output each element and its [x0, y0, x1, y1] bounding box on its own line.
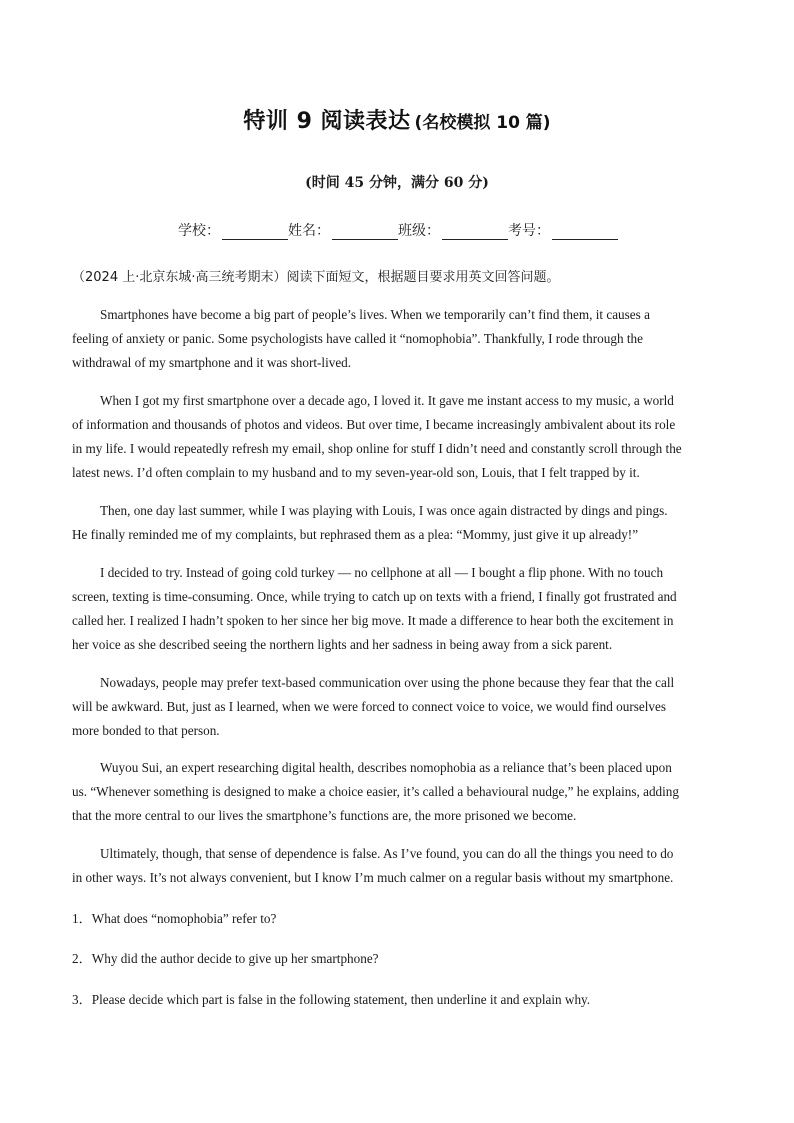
passage-paragraph-5: [72, 671, 722, 743]
exam-number-field: [508, 220, 618, 240]
name-label: 姓名：: [288, 223, 330, 239]
paragraph-line: more bonded to that person.: [72, 723, 220, 738]
passage-paragraph-3: [72, 499, 722, 547]
paragraph-line: withdrawal of my smartphone and it was short-lived.: [72, 355, 352, 370]
paragraph-line: Smartphones have become a big part of people’s lives. When we temporarily can’t find them, it causes a: [100, 307, 650, 322]
title-main: 特训 9 阅读表达: [243, 109, 411, 134]
paragraph-line: feeling of anxiety or panic. Some psychologists have called it “nomophobia”. Thankfully, I rode through the: [72, 331, 643, 346]
paragraph-line: in my life. I would repeatedly refresh my email, shop online for stuff I didn’t need and constantly scroll through the: [72, 441, 682, 456]
school-label: 学校：: [178, 223, 220, 239]
paragraph-line: screen, texting is time-consuming. Once, while trying to catch up on texts with a friend, I finally got frustrated and: [72, 589, 677, 604]
page-title: [0, 104, 794, 135]
class-label: 班级：: [398, 223, 440, 239]
exam-number-label: 考号：: [508, 223, 550, 239]
passage-paragraph-4: [72, 561, 722, 657]
paragraph-line: Then, one day last summer, while I was playing with Louis, I was once again distracted by dings and pings.: [100, 503, 668, 518]
paragraph-line: that the more central to our lives the smartphone’s functions are, the more prisoned we become.: [72, 808, 577, 823]
passage-paragraph-7: [72, 842, 722, 890]
paragraph-line: He finally reminded me of my complaints, but rephrased them as a plea: “Mommy, just give it up already!”: [72, 527, 639, 542]
paragraph-line: called her. I realized I hadn’t spoken to her since her big move. It made a difference to hear both the excitement in: [72, 613, 674, 628]
paragraph-line: Ultimately, though, that sense of dependence is false. As I’ve found, you can do all the things you need to do: [100, 846, 674, 861]
passage-paragraph-1: [72, 303, 722, 375]
paragraph-line: When I got my first smartphone over a decade ago, I loved it. It gave me instant access to my music, a world: [100, 393, 674, 408]
name-field: [288, 220, 398, 240]
passage-paragraph-6: [72, 756, 722, 828]
paragraph-line: Wuyou Sui, an expert researching digital health, describes nomophobia as a reliance that’s been placed upon: [100, 760, 672, 775]
exam-time-score: (时间 45 分钟，满分 60 分): [305, 175, 489, 191]
student-info-row: [178, 220, 618, 240]
paragraph-line: will be awkward. But, just as I learned, when we were forced to connect voice to voice, we would find ourselves: [72, 699, 666, 714]
exam-number-blank[interactable]: [552, 225, 618, 240]
class-field: [398, 220, 508, 240]
title-sub: (名校模拟 10 篇): [414, 113, 551, 133]
paragraph-line: in other ways. It’s not always convenient, but I know I’m much calmer on a regular basis without my smartphone.: [72, 870, 674, 885]
passage-paragraph-2: [72, 389, 722, 485]
source-instruction: （2024 上·北京东城·高三统考期末）阅读下面短文，根据题目要求用英文回答问题。: [72, 270, 560, 285]
school-blank[interactable]: [222, 225, 288, 240]
paragraph-line: us. “Whenever something is designed to make a choice easier, it’s called a behavioural nudge,” he explains, adding: [72, 784, 679, 799]
name-blank[interactable]: [332, 225, 398, 240]
paragraph-line: her voice as she described seeing the northern lights and her sadness in being away from a sick parent.: [72, 637, 613, 652]
paragraph-line: of information and thousands of photos and videos. But over time, I became increasingly ambivalent about its role: [72, 417, 676, 432]
question-2: 2．Why did the author decide to give up her smartphone?: [72, 951, 379, 966]
class-blank[interactable]: [442, 225, 508, 240]
paragraph-line: Nowadays, people may prefer text-based communication over using the phone because they fear that the call: [100, 675, 675, 690]
paragraph-line: I decided to try. Instead of going cold turkey — no cellphone at all — I bought a flip phone. With no touch: [100, 565, 664, 580]
paragraph-line: latest news. I’d often complain to my husband and to my seven-year-old son, Louis, that I felt trapped by it.: [72, 465, 640, 480]
question-3: 3．Please decide which part is false in the following statement, then underline it and explain why.: [72, 992, 591, 1007]
question-1: 1．What does “nomophobia” refer to?: [72, 911, 277, 926]
school-field: [178, 220, 288, 240]
